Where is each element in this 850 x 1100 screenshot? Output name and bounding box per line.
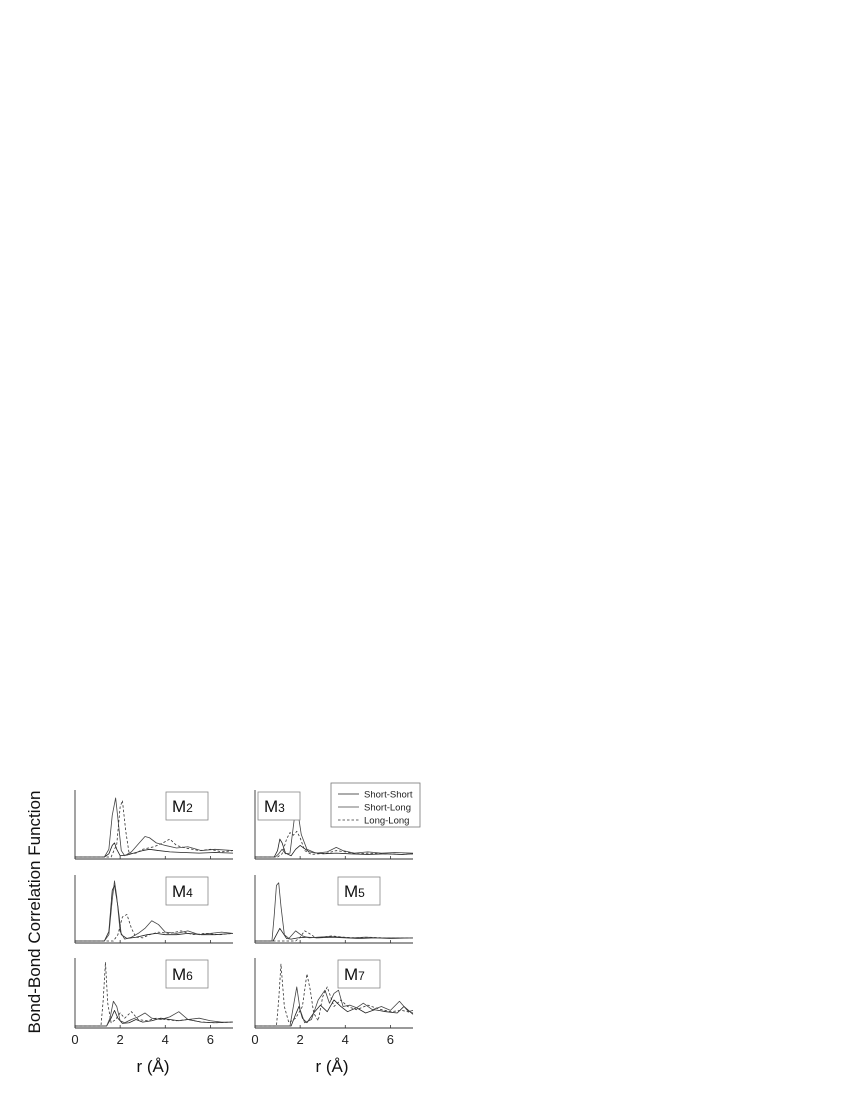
legend-label-short-short: Short-Short xyxy=(364,789,413,801)
panel-m6 xyxy=(71,958,233,1047)
series-line-short-long xyxy=(75,881,233,941)
series-line-long-long xyxy=(75,914,233,941)
panel-m4 xyxy=(75,875,233,943)
panel-label-sub: 7 xyxy=(358,969,365,983)
x-axis-title-right: r (Å) xyxy=(315,1057,349,1076)
panel-label-sub: 5 xyxy=(358,886,365,900)
y-axis-title: Bond-Bond Correlation Function xyxy=(25,790,44,1034)
x-tick-label: 4 xyxy=(161,1032,169,1047)
panel-label: M6 xyxy=(172,965,193,984)
legend-label-short-long: Short-Long xyxy=(364,802,412,814)
x-tick-label: 2 xyxy=(116,1032,124,1047)
panel-label: M3 xyxy=(264,797,285,816)
series-line-long-long xyxy=(255,931,413,941)
panel-label: M5 xyxy=(344,882,365,901)
series-line-short-short xyxy=(75,885,233,941)
series-line-short-long xyxy=(255,883,413,941)
series-line-long-long xyxy=(255,964,413,1026)
series-line-short-short xyxy=(255,928,413,941)
series-line-long-long xyxy=(75,962,233,1026)
panel-m5 xyxy=(255,875,413,943)
series-line-long-long xyxy=(75,801,233,857)
series-line-short-short xyxy=(255,1000,413,1026)
x-axis-title-left: r (Å) xyxy=(136,1057,170,1076)
panel-label: M4 xyxy=(172,882,193,901)
panel-label-sub: 6 xyxy=(186,969,193,983)
x-tick-label: 2 xyxy=(296,1032,304,1047)
legend-label-long-long: Long-Long xyxy=(364,815,410,827)
panel-label-sub: 2 xyxy=(186,801,193,815)
panel-m7 xyxy=(251,958,413,1047)
x-tick-label: 6 xyxy=(206,1032,215,1047)
panel-label: M2 xyxy=(172,797,193,816)
legend xyxy=(331,783,420,827)
panel-label: M7 xyxy=(344,965,365,984)
x-tick-label: 4 xyxy=(341,1032,349,1047)
panel-m2 xyxy=(75,790,233,859)
panel-label-sub: 3 xyxy=(278,801,285,815)
panel-label-sub: 4 xyxy=(186,886,193,900)
x-tick-label: 0 xyxy=(251,1032,259,1047)
x-tick-label: 6 xyxy=(386,1032,395,1047)
series-line-short-long xyxy=(75,798,233,857)
x-tick-label: 0 xyxy=(71,1032,79,1047)
panels xyxy=(71,790,413,1047)
